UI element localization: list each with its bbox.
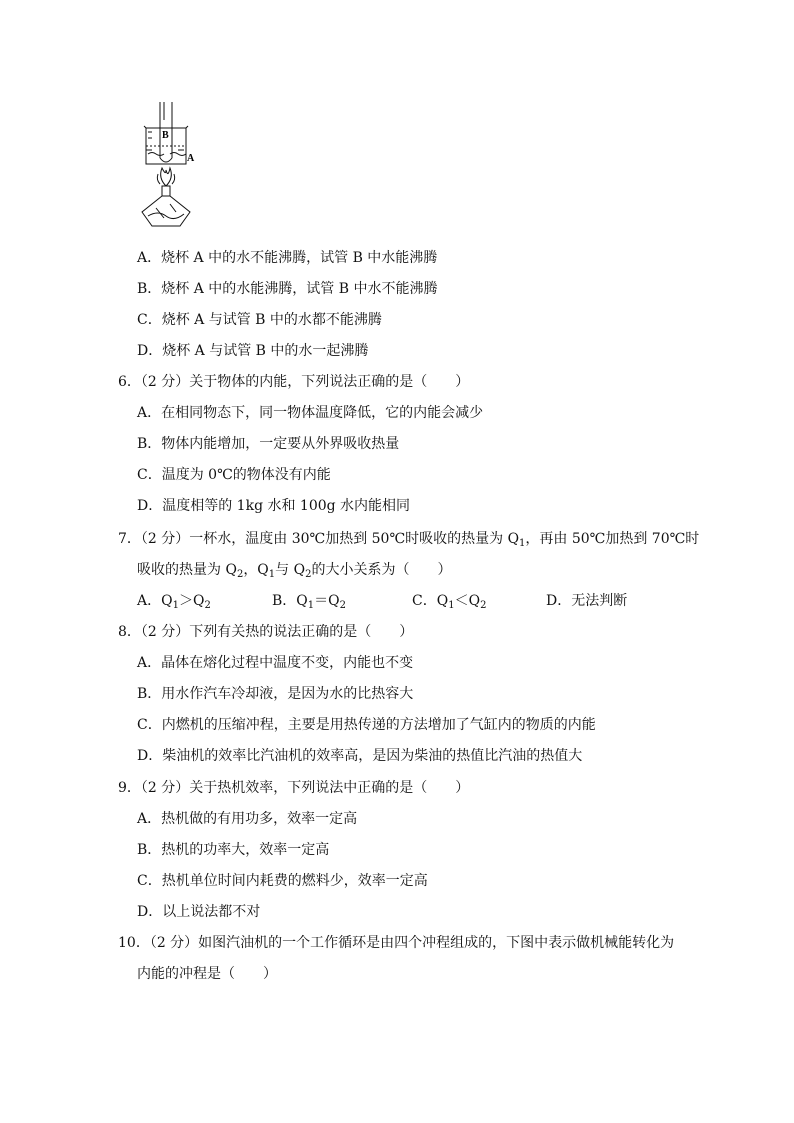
alcohol-lamp-icon bbox=[142, 186, 190, 226]
q9-option-d: D．以上说法都不对 bbox=[137, 904, 261, 920]
q6-option-d: D．温度相等的 1kg 水和 100g 水内能相同 bbox=[137, 498, 411, 514]
q7-option-a: A．$Q_1>Q_2$ bbox=[137, 593, 211, 611]
q6-stem: 6．（2 分）关于物体的内能，下列说法正确的是（ ） bbox=[118, 374, 470, 390]
q9-option-c: C．热机单位时间内耗费的燃料少，效率一定高 bbox=[137, 873, 428, 889]
q10-stem-line2: 内能的冲程是（ ） bbox=[137, 966, 277, 982]
q5-option-b: B．烧杯 A 中的水能沸腾，试管 B 中水不能沸腾 bbox=[137, 281, 438, 297]
q8-option-c: C．内燃机的压缩冲程，主要是用热传递的方法增加了气缸内的物质的内能 bbox=[137, 717, 596, 733]
q7-option-d: D．无法判断 bbox=[546, 593, 628, 609]
q8-option-b: B．用水作汽车冷却液，是因为水的比热容大 bbox=[137, 686, 414, 702]
q7-option-c: C．$Q_1<Q_2$ bbox=[412, 593, 487, 611]
q5-option-d: D．烧杯 A 与试管 B 中的水一起沸腾 bbox=[137, 343, 369, 359]
q10-stem-line1: 10．（2 分）如图汽油机的一个工作循环是由四个冲程组成的，下图中表示做机械能转化为 bbox=[118, 935, 675, 951]
q7-stem-line2: 吸收的热量为 $Q_2$，$Q_1$与 $Q_2$的大小关系为（ ） bbox=[137, 562, 452, 580]
q7-stem-line1: 7．（2 分）一杯水，温度由 30℃加热到 50℃时吸收的热量为 $Q_1$，再由 50℃加热到 70℃时 bbox=[118, 531, 700, 549]
q6-option-c: C．温度为 0℃的物体没有内能 bbox=[137, 467, 331, 483]
q8-option-d: D．柴油机的效率比汽油机的效率高，是因为柴油的热值比汽油的热值大 bbox=[137, 748, 583, 764]
q7-option-b: B．$Q_1=Q_2$ bbox=[272, 593, 346, 611]
q8-stem: 8．（2 分）下列有关热的说法正确的是（ ） bbox=[118, 624, 414, 640]
q5-option-c: C．烧杯 A 与试管 B 中的水都不能沸腾 bbox=[137, 312, 382, 328]
q9-option-b: B．热机的功率大，效率一定高 bbox=[137, 842, 330, 858]
label-b: B bbox=[162, 130, 169, 141]
q5-option-a: A．烧杯 A 中的水不能沸腾，试管 B 中水能沸腾 bbox=[137, 250, 438, 266]
beaker-lamp-figure bbox=[134, 98, 210, 234]
flame-icon bbox=[157, 168, 174, 186]
q9-stem: 9．（2 分）关于热机效率，下列说法中正确的是（ ） bbox=[118, 780, 470, 796]
q8-option-a: A．晶体在熔化过程中温度不变，内能也不变 bbox=[137, 655, 414, 671]
q9-option-a: A．热机做的有用功多，效率一定高 bbox=[137, 811, 358, 827]
label-a: A bbox=[187, 153, 195, 164]
q6-option-a: A．在相同物态下，同一物体温度降低，它的内能会减少 bbox=[137, 405, 484, 421]
q6-option-b: B．物体内能增加，一定要从外界吸收热量 bbox=[137, 436, 400, 452]
